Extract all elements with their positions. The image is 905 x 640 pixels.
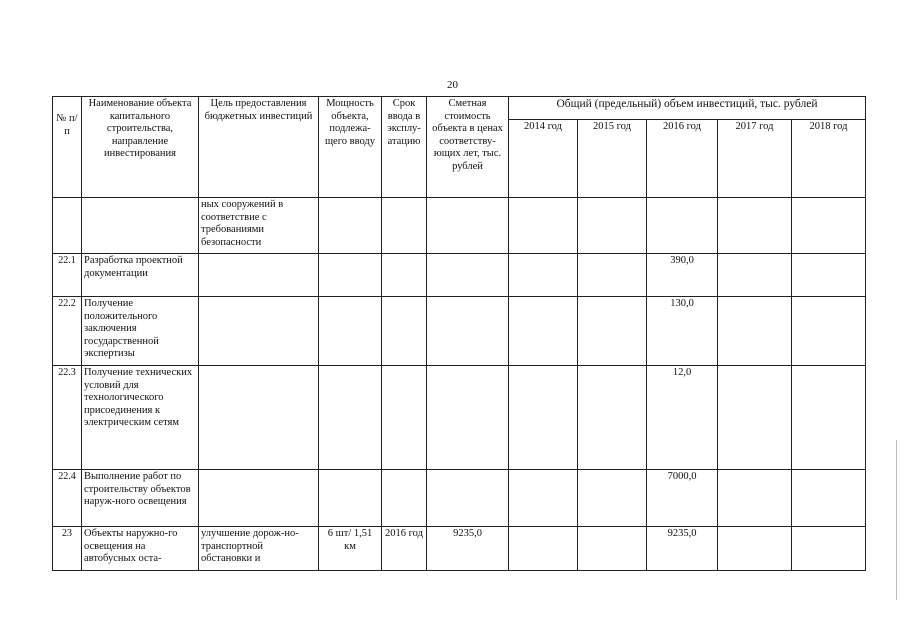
row-name: Разработка проектной документации [82, 254, 199, 297]
row-cost [427, 297, 509, 366]
row-2017 [718, 470, 792, 527]
header-num: № п/п [53, 97, 82, 198]
header-term: Срок ввода в эксплу-атацию [382, 97, 427, 198]
row-capacity: 6 шт/ 1,51 км [319, 527, 382, 571]
header-year-2017: 2017 год [718, 120, 792, 198]
table-row [53, 297, 866, 366]
row-term: 2016 год [382, 527, 427, 571]
row-2015 [578, 254, 647, 297]
investment-table [52, 96, 866, 571]
header-cost: Сметная стоимость объекта в ценах соответству-ющих лет, тыс. рублей [427, 97, 509, 198]
row-2016: 390,0 [647, 254, 718, 297]
header-capacity: Мощность объекта, подлежа-щего вводу [319, 97, 382, 198]
row-num: 23 [53, 527, 82, 571]
row-2014 [509, 297, 578, 366]
row-term [382, 470, 427, 527]
row-2014 [509, 470, 578, 527]
row-2018 [792, 366, 866, 470]
row-2016: 7000,0 [647, 470, 718, 527]
row-2017 [718, 297, 792, 366]
row-2014 [509, 254, 578, 297]
row-name: Выполнение работ по строительству объектов наруж-ного освещения [82, 470, 199, 527]
row-cost: 9235,0 [427, 527, 509, 571]
row-2015 [578, 366, 647, 470]
row-cost [427, 198, 509, 254]
row-2015 [578, 470, 647, 527]
header-year-2014: 2014 год [509, 120, 578, 198]
row-num [53, 198, 82, 254]
row-term [382, 198, 427, 254]
row-2017 [718, 254, 792, 297]
row-2015 [578, 297, 647, 366]
row-term [382, 297, 427, 366]
table-row [53, 470, 866, 527]
row-name: Объекты наружно-го освещения на автобусных оста- [82, 527, 199, 571]
header-goal: Цель предоставления бюджетных инвестиций [199, 97, 319, 198]
row-capacity [319, 297, 382, 366]
row-capacity [319, 254, 382, 297]
row-capacity [319, 470, 382, 527]
row-goal: ных сооружений в соответствие с требованиями безопасности [199, 198, 319, 254]
row-capacity [319, 366, 382, 470]
row-2018 [792, 198, 866, 254]
header-year-2015: 2015 год [578, 120, 647, 198]
row-name: Получение положительного заключения государственной экспертизы [82, 297, 199, 366]
row-capacity [319, 198, 382, 254]
table-row [53, 527, 866, 571]
row-2018 [792, 527, 866, 571]
row-2015 [578, 527, 647, 571]
row-goal [199, 470, 319, 527]
row-2017 [718, 366, 792, 470]
row-name: Получение технических условий для технологического присоединения к электрическим сетям [82, 366, 199, 470]
row-goal: улучшение дорож-но-транспортной обстановки и [199, 527, 319, 571]
row-num: 22.2 [53, 297, 82, 366]
row-goal [199, 297, 319, 366]
table-row [53, 198, 866, 254]
row-2016: 9235,0 [647, 527, 718, 571]
row-2018 [792, 297, 866, 366]
table-row [53, 254, 866, 297]
row-num: 22.3 [53, 366, 82, 470]
table-row [53, 366, 866, 470]
row-goal [199, 366, 319, 470]
scan-margin-line [896, 440, 897, 600]
row-num: 22.1 [53, 254, 82, 297]
page-number: 20 [447, 79, 458, 91]
row-2017 [718, 527, 792, 571]
row-num: 22.4 [53, 470, 82, 527]
row-2016: 130,0 [647, 297, 718, 366]
header-name: Наименование объекта капитального строительства, направление инвестирования [82, 97, 199, 198]
row-2016: 12,0 [647, 366, 718, 470]
row-term [382, 254, 427, 297]
row-2014 [509, 198, 578, 254]
row-cost [427, 366, 509, 470]
row-name [82, 198, 199, 254]
row-2018 [792, 470, 866, 527]
row-cost [427, 254, 509, 297]
row-2018 [792, 254, 866, 297]
row-2017 [718, 198, 792, 254]
row-2015 [578, 198, 647, 254]
row-cost [427, 470, 509, 527]
header-year-2018: 2018 год [792, 120, 866, 198]
row-term [382, 366, 427, 470]
row-2016 [647, 198, 718, 254]
row-2014 [509, 366, 578, 470]
header-invest: Общий (предельный) объем инвестиций, тыс. рублей [509, 97, 866, 120]
header-year-2016: 2016 год [647, 120, 718, 198]
row-goal [199, 254, 319, 297]
row-2014 [509, 527, 578, 571]
